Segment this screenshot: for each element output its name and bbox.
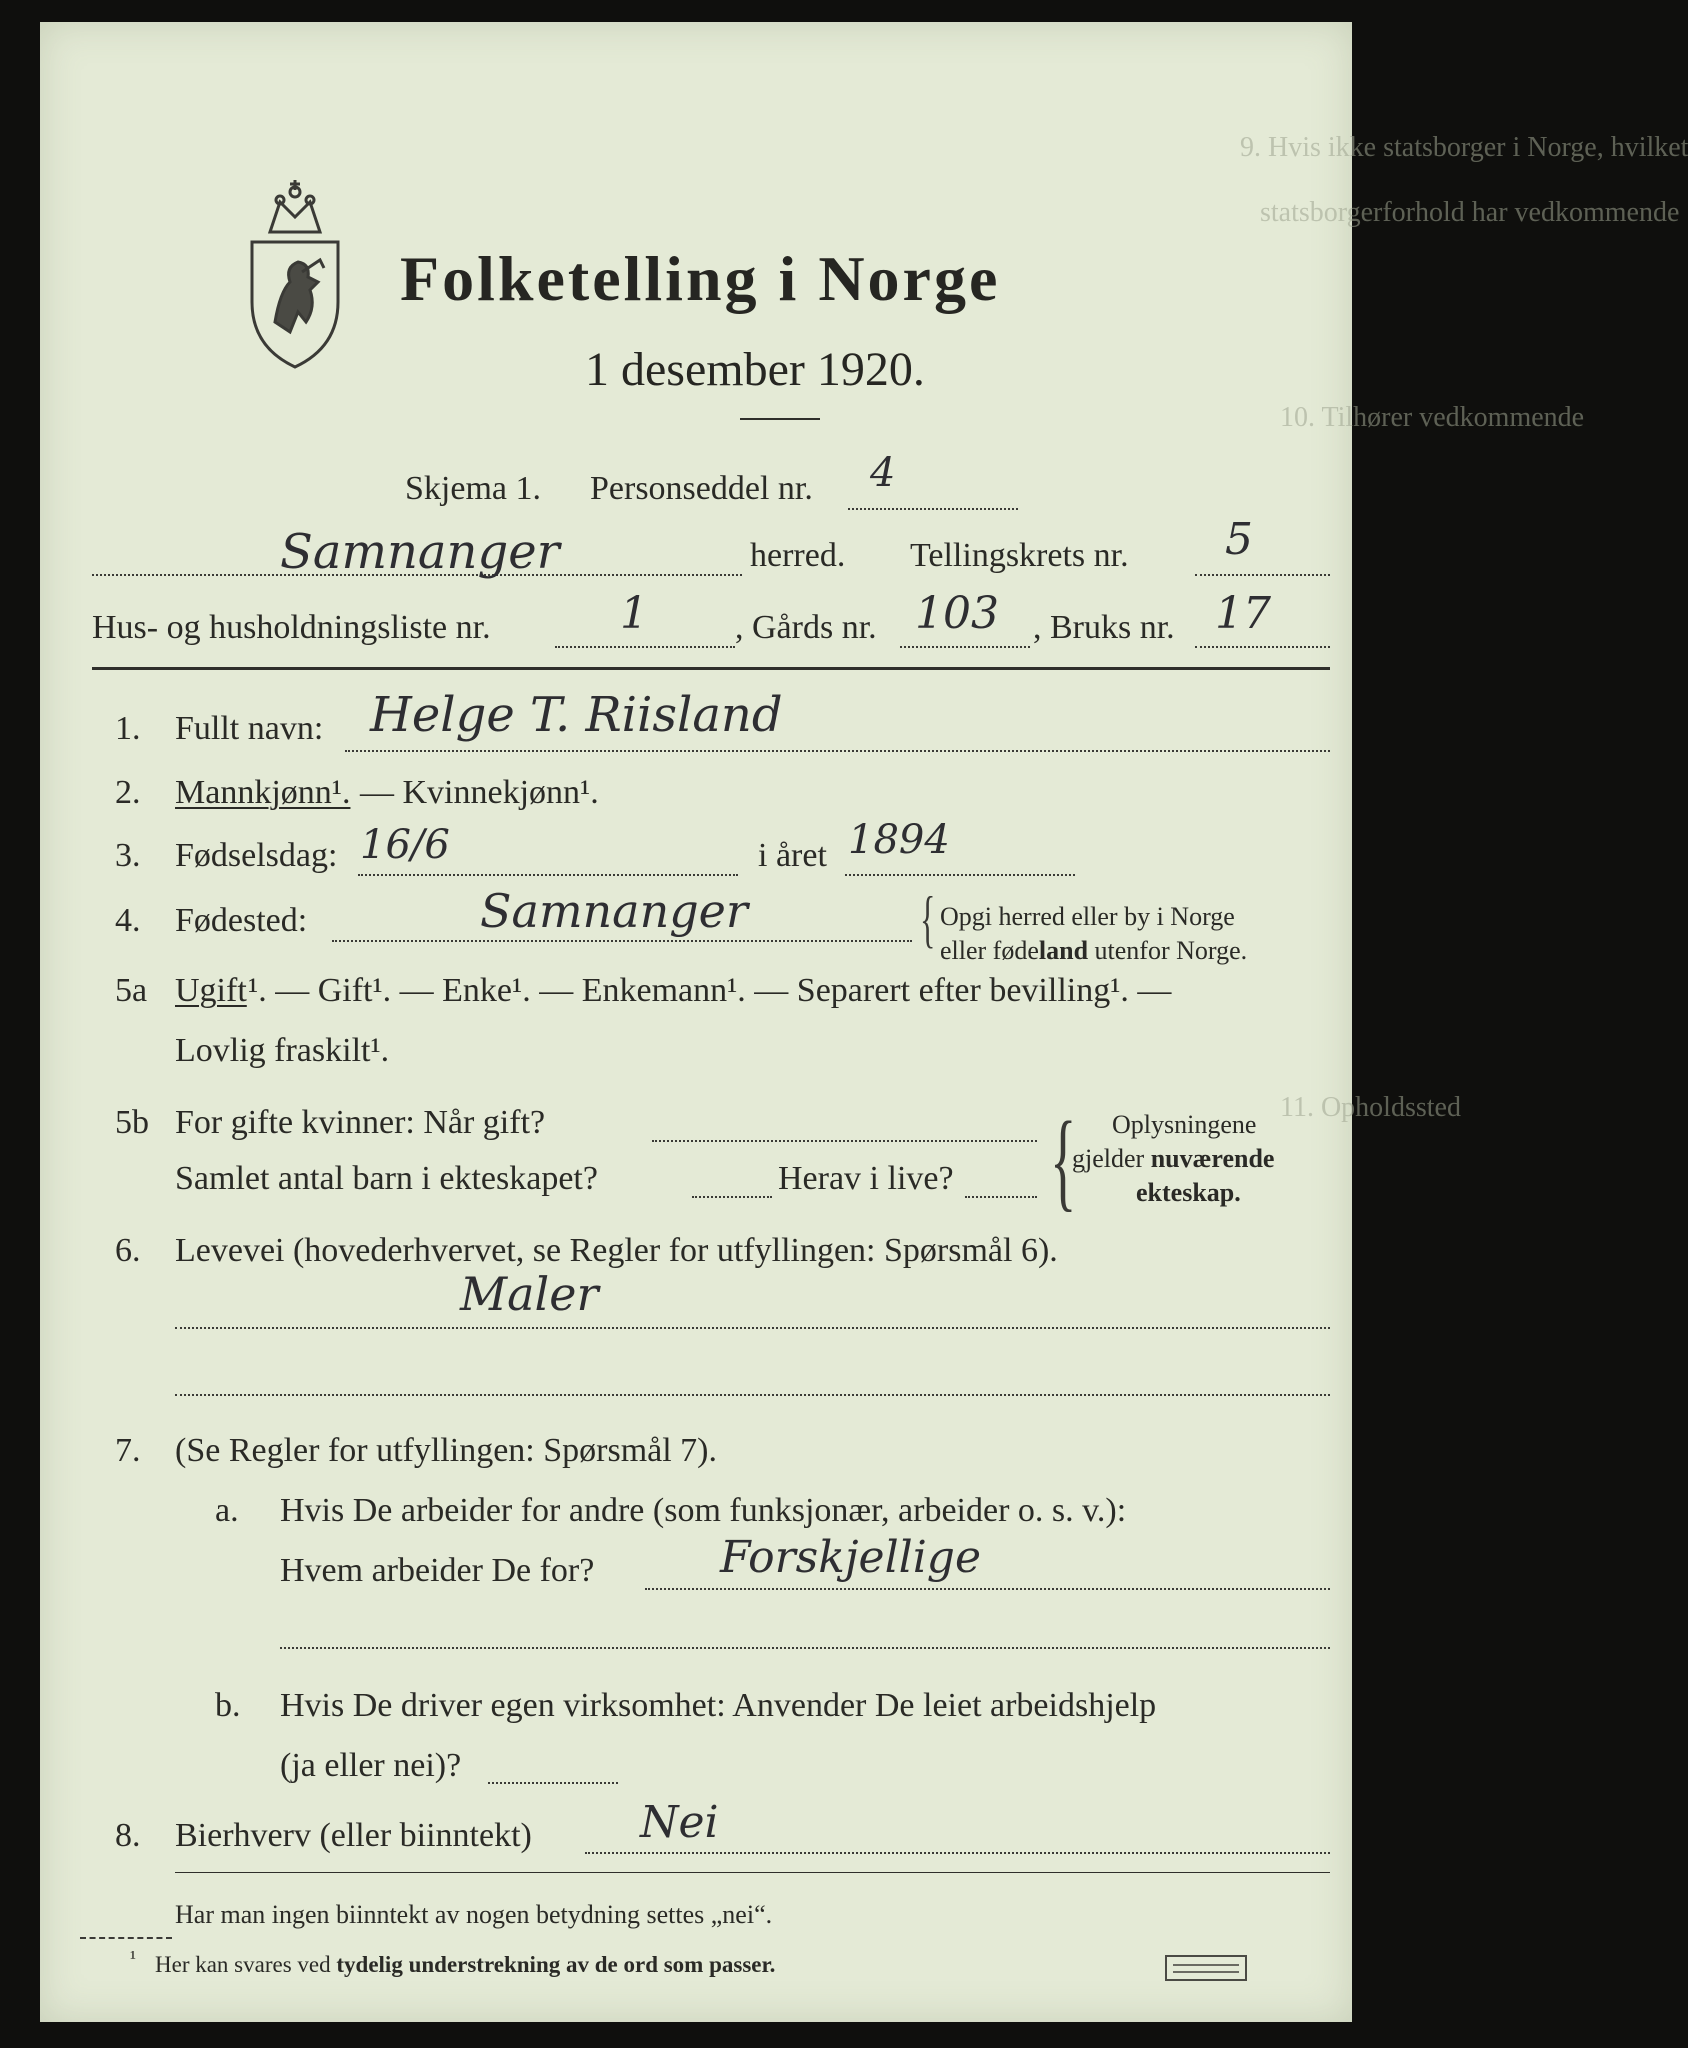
q7a-letter: a.: [215, 1492, 239, 1529]
census-date: 1 desember 1920.: [585, 343, 925, 396]
bleed-line-1: 9. Hvis ikke statsborger i Norge, hvilket: [1240, 132, 1688, 163]
q7-number: 7.: [115, 1432, 141, 1469]
q2-mannkjonn-underlined: Mannkjønn¹.: [175, 774, 351, 811]
biinntekt-note: Har man ingen biinntekt av nogen betydning settes „nei“.: [175, 1900, 773, 1929]
q5b-note-line1: Oplysningene: [1112, 1110, 1257, 1139]
q7a-line-2: [280, 1647, 1330, 1649]
q7a-employer-line: [645, 1588, 1330, 1590]
q5b-note-line3: ekteskap.: [1136, 1178, 1241, 1207]
husholdningsliste-number: 1: [620, 588, 648, 639]
q8-label: Bierhverv (eller biinntekt): [175, 1817, 532, 1854]
q1-full-name: Helge T. Riisland: [370, 687, 783, 743]
tellingskrets-label: Tellingskrets nr.: [910, 537, 1129, 574]
bleed-line-3: 10. Tilhører vedkommende: [1280, 402, 1585, 433]
q4-note-line2: eller fødeland utenfor Norge.: [940, 936, 1248, 965]
personseddel-label: Personseddel nr.: [590, 470, 813, 507]
q4-note-line1: Opgi herred eller by i Norge: [940, 902, 1235, 931]
title-divider: [740, 418, 820, 420]
husholdningsliste-line: [555, 646, 735, 648]
q5b-note-line2: gjelder nuværende: [1072, 1144, 1275, 1173]
q7b-line: [488, 1782, 618, 1784]
footnote-text: Her kan svares ved tydelig understrekning av de ord som passer.: [155, 1952, 776, 1977]
form-title: Folketelling i Norge: [400, 243, 1001, 314]
q2-number: 2.: [115, 774, 141, 811]
herred-value: Samnanger: [280, 524, 560, 580]
q3-year-line: [845, 874, 1075, 876]
bruks-number: 17: [1215, 588, 1271, 639]
q5a-lovlig-fraskilt: Lovlig fraskilt¹.: [175, 1032, 390, 1069]
q5a-ugift-underlined: Ugift: [175, 972, 247, 1009]
gards-line: [900, 646, 1030, 648]
q5a-options: ¹. — Gift¹. — Enke¹. — Enkemann¹. — Separert efter bevilling¹. —: [248, 972, 1172, 1009]
gards-label: , Gårds nr.: [735, 609, 877, 646]
q3-date-line: [358, 874, 738, 876]
q6-number: 6.: [115, 1232, 141, 1269]
q4-brace: {: [920, 883, 936, 954]
gards-number: 103: [915, 588, 999, 639]
q3-birth-year: 1894: [848, 817, 950, 863]
q1-line: [345, 750, 1330, 752]
q7b-label: Hvis De driver egen virksomhet: Anvender De leiet arbeidshjelp: [280, 1687, 1157, 1724]
personseddel-number: 4: [870, 450, 896, 496]
q5b-number: 5b: [115, 1104, 149, 1141]
q7a-label: Hvis De arbeider for andre (som funksjonær, arbeider o. s. v.):: [280, 1492, 1127, 1529]
q3-label: Fødselsdag:: [175, 837, 338, 874]
q5b-children-line: [692, 1196, 772, 1198]
bottom-rule: [175, 1872, 1330, 1873]
q2-kvinnekjonn: — Kvinnekjønn¹.: [360, 774, 599, 811]
q6-line-2: [175, 1394, 1330, 1396]
q8-number: 8.: [115, 1817, 141, 1854]
skjema-label: Skjema 1.: [405, 470, 541, 507]
q5b-married-line: [652, 1140, 1037, 1142]
q7b-letter: b.: [215, 1687, 241, 1724]
q1-number: 1.: [115, 710, 141, 747]
q8-value: Nei: [640, 1797, 719, 1848]
tellingskrets-number: 5: [1225, 514, 1253, 565]
bleed-line-2: statsborgerforhold har vedkommende: [1260, 197, 1680, 228]
bruks-line: [1195, 646, 1330, 648]
q7-label: (Se Regler for utfyllingen: Spørsmål 7).: [175, 1432, 718, 1469]
q5b-alive-line: [965, 1196, 1037, 1198]
q5b-label: For gifte kvinner: Når gift?: [175, 1104, 546, 1141]
q1-label: Fullt navn:: [175, 710, 324, 747]
footnote-mark: ¹: [130, 1947, 136, 1969]
q3-number: 3.: [115, 837, 141, 874]
q4-birthplace: Samnanger: [480, 884, 748, 938]
q5a-number: 5a: [115, 972, 148, 1009]
husholdningsliste-label: Hus- og husholdningsliste nr.: [92, 609, 491, 646]
q6-occupation: Maler: [460, 1267, 599, 1321]
bleed-line-4: 11. Opholdssted: [1280, 1092, 1461, 1123]
q4-line: [332, 940, 912, 942]
q7b-label-2: (ja eller nei)?: [280, 1747, 462, 1784]
census-form-sheet: [40, 22, 1688, 2022]
tellingskrets-line: [1195, 574, 1330, 576]
q8-line: [585, 1852, 1330, 1854]
personseddel-line: [848, 508, 1018, 510]
q6-line-1: [175, 1327, 1330, 1329]
q3-birthdate: 16/6: [360, 822, 450, 868]
footnote-divider: [80, 1937, 172, 1939]
q6-label: Levevei (hovederhvervet, se Regler for utfyllingen: Spørsmål 6).: [175, 1232, 1058, 1269]
header-rule: [92, 667, 1330, 670]
bruks-label: , Bruks nr.: [1033, 609, 1175, 646]
q7a-employer-label: Hvem arbeider De for?: [280, 1552, 595, 1589]
q4-number: 4.: [115, 902, 141, 939]
q4-label: Fødested:: [175, 902, 308, 939]
q5b-children-label: Samlet antal barn i ekteskapet?: [175, 1160, 598, 1197]
printer-stamp-icon: [1165, 1955, 1247, 1981]
q3-year-label: i året: [758, 837, 827, 874]
norwegian-coat-of-arms-icon: [240, 172, 350, 372]
q5b-brace: {: [1050, 1099, 1077, 1221]
herred-label: herred.: [750, 537, 846, 574]
q5b-alive-label: Herav i live?: [778, 1160, 954, 1197]
q7a-employer: Forskjellige: [720, 1532, 981, 1583]
